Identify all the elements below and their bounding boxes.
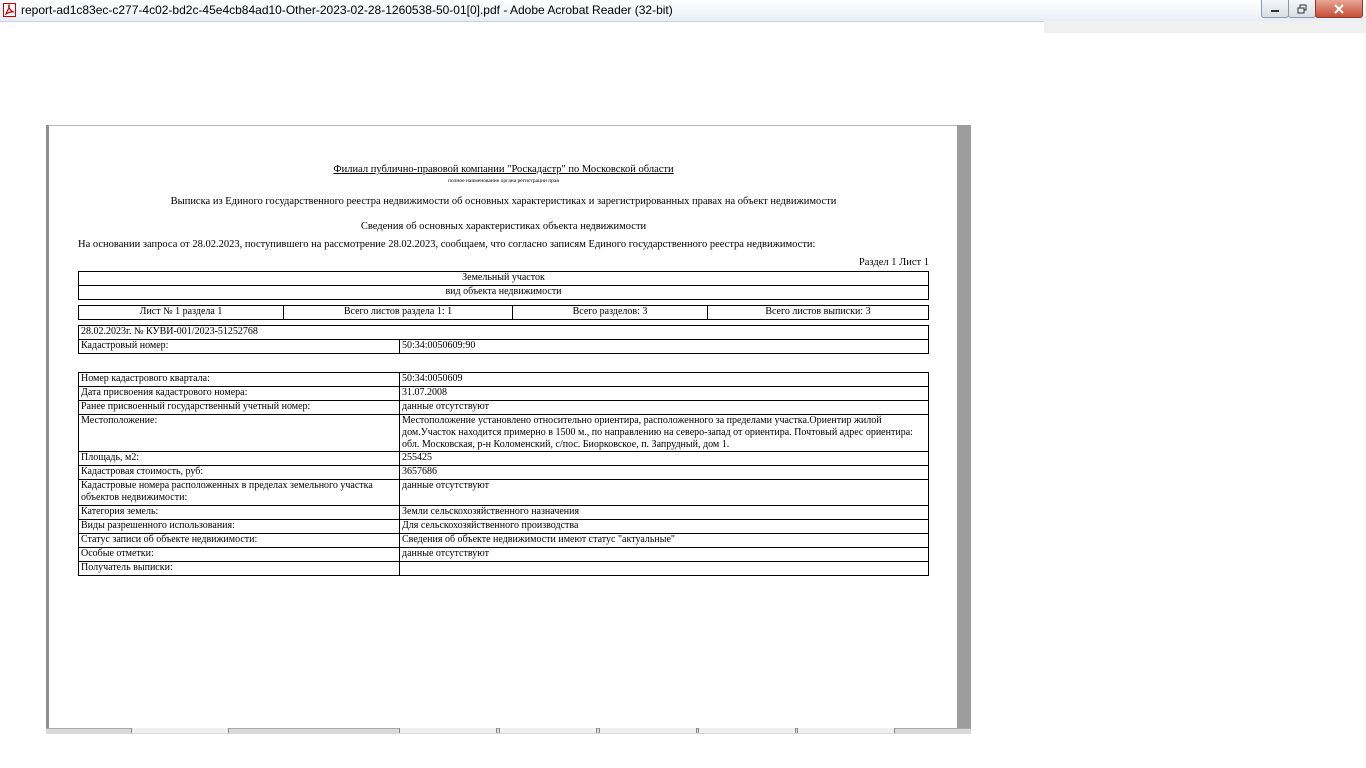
row-label: Дата присвоения кадастрового номера: [79,387,400,401]
row-label: Категория земель: [79,506,400,520]
close-button[interactable] [1315,0,1363,18]
minimize-icon [1270,5,1280,13]
section-title: Сведения об основных характеристиках объекта недвижимости [360,221,647,232]
restore-button[interactable] [1288,0,1316,18]
row-value: 50:34:0050609 [400,373,929,387]
page-shadow-left [46,125,49,731]
title-bar [0,0,1366,22]
row-label: Особые отметки: [79,548,400,562]
sheet-info-cell: Лист № 1 раздела 1 [79,306,284,320]
window-title: report-ad1c83ec-c277-4c02-bd2c-45e4cb84ad10-Other-2023-02-28-1260538-50-01[0].pdf - Adobe Acrobat Reader (32-bit) [21,3,673,17]
row-label: Площадь, м2: [79,452,400,466]
doc-number: 28.02.2023г. № КУВИ-001/2023-51252768 [79,326,929,340]
sheet-info-cell: Всего листов раздела 1: 1 [284,306,513,320]
object-type: Земельный участок [79,272,929,286]
row-value: Местоположение установлено относительно ориентира, расположенного за пределами участка.Ориентир жилой дом.Участок находится примерно в 1500 м., по направлению на северо-запад от ориентира. Почтовый адрес ориентира: обл. Московская, р-н Коломенский, с/пос. Биорковское, п. Запрудный, дом 1. [400,415,929,452]
row-value: Сведения об объекте недвижимости имеют статус "актуальные" [400,534,929,548]
page-shadow-right [957,125,971,731]
row-value: Для сельскохозяйственного производства [400,520,929,534]
row-value: 255425 [400,452,929,466]
pdf-icon [3,3,16,17]
org-name: Филиал публично-правовой компании "Роскадастр" по Московской области [333,164,674,175]
thumbnail-stub [399,728,497,733]
sheet-info-cell: Всего разделов: 3 [513,306,708,320]
row-value: данные отсутствуют [400,548,929,562]
object-type-table [78,271,929,300]
toolbar-remnant [1044,21,1366,33]
thumbnail-stub [131,728,229,733]
row-value: данные отсутствуют [400,401,929,415]
extract-title: Выписка из Единого государственного реестра недвижимости об основных характеристиках и зарегистрированных правах на объект недвижимости [170,196,837,207]
section-sheet: Раздел 1 Лист 1 [858,257,929,268]
sheet-info-table [78,305,929,320]
row-label: Номер кадастрового квартала: [79,373,400,387]
thumbnail-stub [797,728,895,733]
sheet-info-cell: Всего листов выписки: 3 [708,306,929,320]
characteristics-table [78,372,929,576]
object-type-caption: вид объекта недвижимости [79,286,929,300]
cadastral-value: 50:34:0050609:90 [400,340,929,354]
restore-icon [1297,4,1307,14]
row-label: Статус записи об объекте недвижимости: [79,534,400,548]
cadastral-label: Кадастровый номер: [79,340,400,354]
row-label: Местоположение: [79,415,400,452]
row-label: Кадастровая стоимость, руб: [79,466,400,480]
minimize-button[interactable] [1261,0,1289,18]
thumbnail-stub [698,728,796,733]
row-value: данные отсутствуют [400,480,929,506]
row-label: Кадастровые номера расположенных в пределах земельного участка объектов недвижимости: [79,480,400,506]
row-label: Виды разрешенного использования: [79,520,400,534]
identifier-table [78,325,929,354]
row-value: 3657686 [400,466,929,480]
row-value: Земли сельскохозяйственного назначения [400,506,929,520]
org-caption: полное наименование органа регистрации прав [448,178,559,184]
basis-text: На основании запроса от 28.02.2023, поступившего на рассмотрение 28.02.2023, сообщаем, что согласно записям Единого государственного реестра недвижимости: [78,239,816,250]
row-value: 31.07.2008 [400,387,929,401]
thumbnail-stub [499,728,597,733]
row-label: Получатель выписки: [79,562,400,576]
close-icon [1333,4,1345,14]
row-value [400,562,929,576]
thumbnail-stub [599,728,697,733]
row-label: Ранее присвоенный государственный учетный номер: [79,401,400,415]
